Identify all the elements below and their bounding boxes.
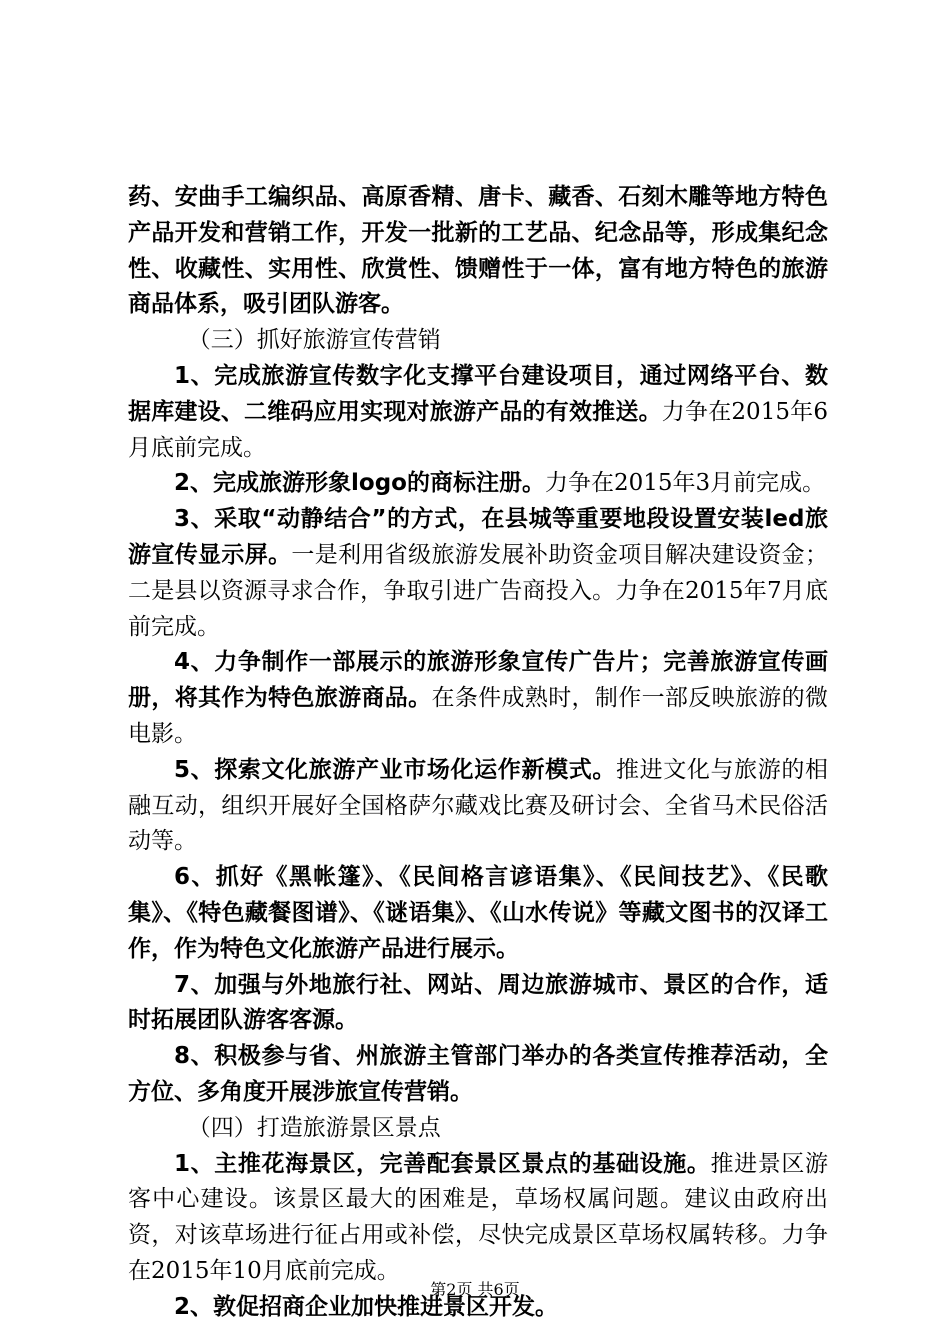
section-heading-promotion: （三）抓好旅游宣传营销 <box>187 327 441 354</box>
paragraph-scenic-item-1: 1、主推花海景区，完善配套景区景点的基础设施。推进景区游客中心建设。该景区最大的困难是，草场权属问题。建议由政府出资，对该草场进行征占用或补偿，尽快完成景区草场权属转移。力争在2015年10月底前完成。 <box>128 1150 829 1284</box>
document-body <box>128 180 828 1326</box>
paragraph-item-5: 5、探索文化旅游产业市场化运作新模式。推进文化与旅游的相融互动，组织开展好全国格萨尔藏戏比赛及研讨会、全省马术民俗活动等。 <box>128 756 829 855</box>
page-footer: 第2页 共6页 <box>430 1280 520 1299</box>
paragraph-item-1: 1、完成旅游宣传数字化支撑平台建设项目，通过网络平台、数据库建设、二维码应用实现对旅游产品的有效推送。力争在2015年6月底前完成。 <box>128 362 829 461</box>
paragraph-item-7: 7、加强与外地旅行社、网站、周边旅游城市、景区的合作，适时拓展团队游客客源。 <box>128 971 828 1034</box>
paragraph-item-2: 2、完成旅游形象logo的商标注册。力争在2015年3月前完成。 <box>174 470 826 497</box>
paragraph-scenic-item-2: 2、敦促招商企业加快推进景区开发。 <box>174 1293 559 1320</box>
section-heading-scenic-spots: （四）打造旅游景区景点 <box>187 1114 441 1141</box>
paragraph-item-4: 4、力争制作一部展示的旅游形象宣传广告片；完善旅游宣传画册，将其作为特色旅游商品。在条件成熟时，制作一部反映旅游的微电影。 <box>128 649 829 747</box>
paragraph-continuation: 药、安曲手工编织品、高原香精、唐卡、藏香、石刻木雕等地方特色产品开发和营销工作，开发一批新的工艺品、纪念品等，形成集纪念性、收藏性、实用性、欣赏性、馈赠性于一体，富有地方特色的旅游商品体系，吸引团队游客。 <box>128 184 828 318</box>
paragraph-item-6: 6、抓好《黑帐篷》、《民间格言谚语集》、《民间技艺》、《民歌集》、《特色藏餐图谱》、《谜语集》、《山水传说》等藏文图书的汉译工作，作为特色文化旅游产品进行展示。 <box>128 864 828 962</box>
paragraph-item-3: 3、采取“动静结合”的方式，在县城等重要地段设置安装led旅游宣传显示屏。一是利用省级旅游发展补助资金项目解决建设资金；二是县以资源寻求合作，争取引进广告商投入。力争在2015年7月底前完成。 <box>128 506 829 640</box>
paragraph-item-8: 8、积极参与省、州旅游主管部门举办的各类宣传推荐活动，全方位、多角度开展涉旅宣传营销。 <box>128 1043 828 1105</box>
